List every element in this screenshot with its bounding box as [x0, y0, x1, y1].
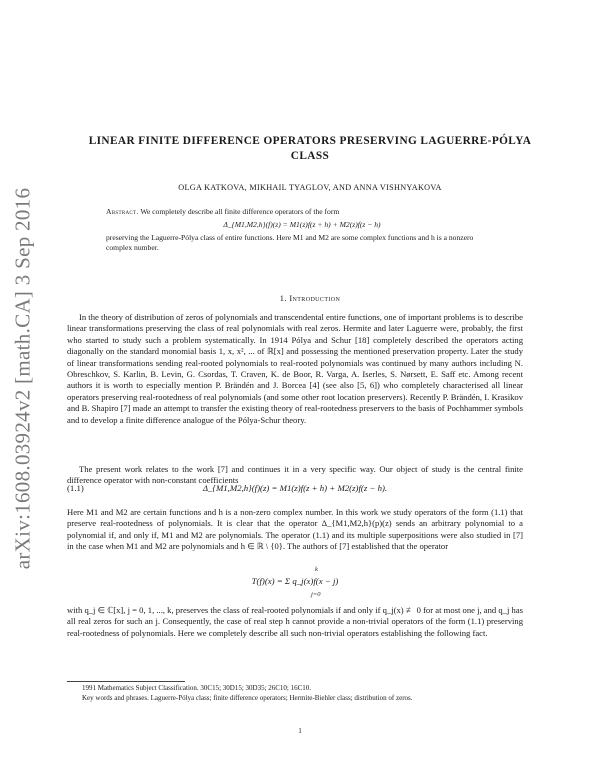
equation-number: (1.1) [67, 483, 84, 493]
abstract-text: preserving the Laguerre-Pólya class of entire functions. Here M1 and M2 are some complex functions and h is a nonzero complex number. [106, 232, 474, 253]
paper-authors: OLGA KATKOVA, MIKHAIL TYAGLOV, AND ANNA VISHNYAKOVA [178, 183, 442, 192]
paper-title: LINEAR FINITE DIFFERENCE OPERATORS PRESERVING LAGUERRE-PÓLYA CLASS [88, 135, 532, 162]
paragraph-operators: Here M1 and M2 are certain functions and h is a non-zero complex number. In this work we study operators of the form (1.1) that preserve real-rootedness of polynomials. It is clear that the operator Δ_{M1,M2,h}(p)(z) sends an arbitrary polynomial to a polynomial if, and only if, M1 and M2 are polynomials. The operator (1.1) and its multiple superpositions were also studied in [7] in the case when M1 and M2 are polynomials and h ∈ ℝ \ {0}. The authors of [7] established that the operator [67, 507, 523, 552]
equation-formula: T(f)(x) = Σ q_j(x)f(x − j) [251, 576, 339, 586]
equation-operator-t [67, 566, 523, 600]
equation-formula: Δ_{M1,M2,h}(f)(z) = M1(z)f(z + h) + M2(z)f(z − h). [202, 483, 388, 493]
abstract [106, 207, 498, 254]
abstract-intro: We completely describe all finite difference operators of the form [140, 207, 340, 216]
paragraph-intro: In the theory of distribution of zeros of polynomials and transcendental entire functions, one of important problems is to describe linear transformations preserving the class of real polynomials with real zeros. Hermite and later Laguerre were, probably, the first who started to study such a problem systematically. In 1914 Pólya and Schur [18] completely described the operators acting diagonally on the standard monomial basis 1, x, x², ... of ℝ[x] and possessing the mentioned preservation property. Later the study of linear transformations sending real-rooted polynomials to real-rooted polynomials was continued by many authors including N. Obreschkov, S. Karlin, B. Levin, G. Csordas, T. Craven, K. de Boor, R. Varga, A. Iserles, S. Nørsett, E. Saff etc. Among recent authors it is worth to especially mention P. Brändén and J. Borcea [4] (see also [5, 6]) who completely characterised all linear operators preserving real-rootedness of real polynomials (and some other root location preservers). Recently P. Brändén, I. Krasikov and B. Shapiro [7] made an attempt to transfer the existing theory of real-rootedness preservers to the basis of Pochhammer symbols and to develop a finite difference analogue of the Pólya-Schur theory. [67, 312, 523, 425]
abstract-equation: Δ_{M1,M2,h}(f)(z) = M1(z)f(z + h) + M2(z)f(z − h) [223, 219, 381, 229]
paragraph-present-work: The present work relates to the work [7] and continues it in a very specific way. Our object of study is the central finite difference operator with non-constant coefficients [67, 464, 523, 486]
section-heading: 1. Introduction [279, 294, 341, 303]
arxiv-identifier [6, 178, 40, 578]
sum-lower-limit: j=0 [311, 591, 321, 598]
footnote-keywords: Key words and phrases. Laguerre-Pólya class; finite difference operators; Hermite-Biehler class; distribution of zeros. [82, 694, 413, 702]
footnote-divider [67, 681, 185, 682]
paragraph-result: with q_j ∈ ℂ[x], j = 0, 1, ..., k, preserves the class of real-rooted polynomials if and only if q_j(x) ≢ 0 for at most one j, and q_j has all real zeros for such an j. Consequently, the case of real step h cannot provide a non-trivial operators of the form (1.1) preserving real-rootedness of polynomials. Here we completely describe all such non-trivial operators establishing the following fact. [67, 605, 523, 638]
footnote-msc: 1991 Mathematics Subject Classification. 30C15; 30D15; 30D35; 26C10; 16C10. [82, 684, 312, 692]
equation-1-1 [67, 483, 523, 497]
page-number: 1 [298, 727, 302, 735]
sum-upper-limit: k [315, 566, 318, 573]
abstract-label: Abstract. [106, 207, 139, 216]
arxiv-id-text: arXiv:1608.03924v2 [math.CA] 3 Sep 2016 [10, 187, 35, 569]
